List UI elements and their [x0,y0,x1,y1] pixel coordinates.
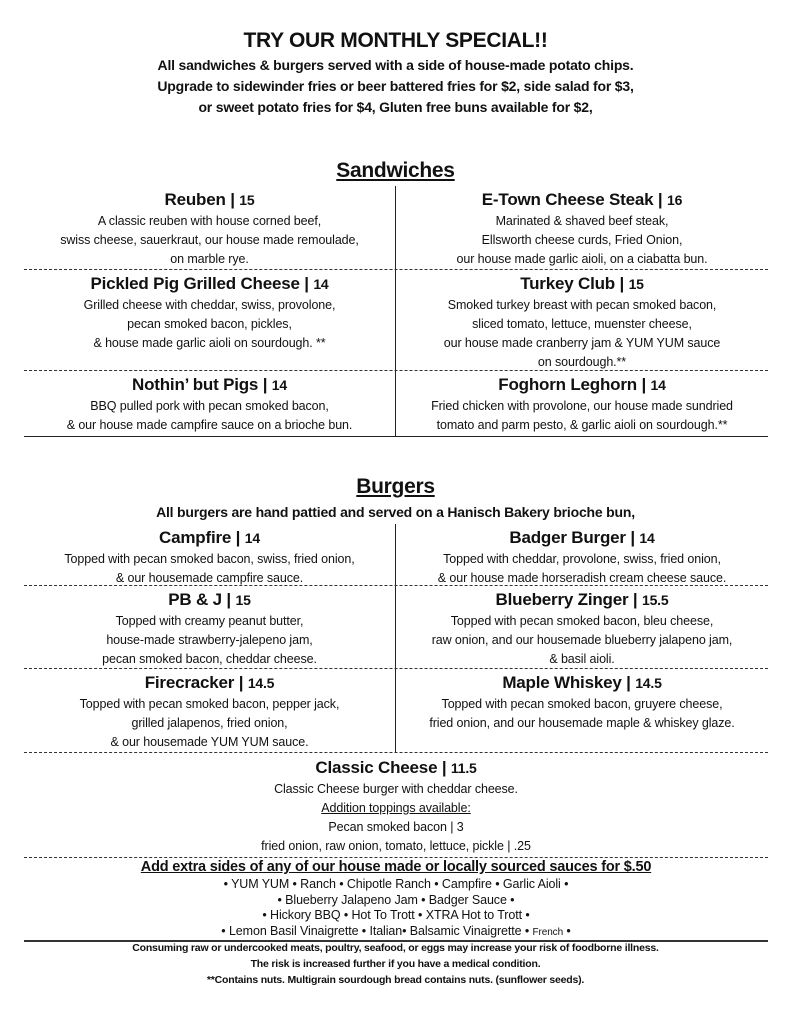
menu-item-blueberry-zinger [396,586,768,668]
item-desc: Topped with cheddar, provolone, swiss, fried onion, [443,552,721,566]
sauces-title: Add extra sides of any of our house made or locally sourced sauces for $.50 [140,859,652,875]
item-name: Turkey Club | [520,274,629,293]
menu-item-reuben [24,186,396,269]
sauces-section [24,858,768,942]
sauce-line: • Blueberry Jalapeno Jam • Badger Sauce • [277,892,515,907]
item-name: Pickled Pig Grilled Cheese | [90,274,314,293]
item-price: 11.5 [450,760,477,776]
item-desc: pecan smoked bacon, cheddar cheese. [102,652,317,666]
item-desc: fried onion, and our housemade maple & whiskey glaze. [429,716,735,730]
menu-row [24,524,768,586]
item-desc: on marble rye. [170,252,249,266]
menu-item-firecracker [24,669,396,752]
menu-row [24,371,768,437]
menu-item-badger-burger [396,524,768,585]
menu-item-turkey-club [396,270,768,370]
item-desc: & our housemade campfire sauce. [115,571,304,585]
item-desc: & basil aioli. [549,652,615,666]
sauce-line [24,924,768,941]
sauce-line: • YUM YUM • Ranch • Chipotle Ranch • Campfire • Garlic Aioli • [223,877,569,891]
topping-option: Pecan smoked bacon | 3 [328,820,464,834]
item-price: 16 [667,192,683,208]
disclaimer-line: Consuming raw or undercooked meats, poultry, seafood, or eggs may increase your risk of foodborne illness. [132,942,659,954]
item-desc: swiss cheese, sauerkraut, our house made remoulade, [60,233,359,247]
toppings-label: Addition toppings available: [321,801,471,815]
item-desc: Topped with pecan smoked bacon, swiss, fried onion, [64,552,355,566]
item-price: 15 [235,592,251,608]
monthly-special [0,27,791,118]
item-price: 14 [313,276,329,292]
item-desc: Topped with pecan smoked bacon, pepper jack, [79,697,340,711]
item-name: PB & J | [168,590,236,609]
menu-row [24,669,768,753]
item-desc: on sourdough.** [537,355,627,369]
special-title: TRY OUR MONTHLY SPECIAL!! [243,29,548,52]
item-desc: Marinated & shaved beef steak, [495,214,669,228]
sauce-french: French [532,926,564,938]
item-desc: Smoked turkey breast with pecan smoked bacon, [447,298,717,312]
item-desc: & our house made horseradish cream cheese sauce. [437,571,727,585]
menu-item-foghorn-leghorn [396,371,768,436]
special-line: Upgrade to sidewinder fries or beer battered fries for $2, side salad for $3, [157,78,634,94]
item-desc: Fried chicken with provolone, our house made sundried [431,399,733,413]
disclaimer [0,940,791,988]
item-name: Reuben | [164,190,240,209]
item-price: 14 [271,377,287,393]
sandwiches-grid [24,186,768,437]
special-line: All sandwiches & burgers served with a side of house-made potato chips. [157,57,634,73]
item-desc: Topped with pecan smoked bacon, bleu cheese, [450,614,714,628]
menu-row [24,270,768,371]
item-name: Classic Cheese | [315,758,451,777]
item-price: 15.5 [641,592,669,608]
item-price: 14.5 [635,675,662,691]
sauce-line: • Hickory BBQ • Hot To Trott • XTRA Hot to Trott • [262,908,530,922]
item-desc: & our housemade YUM YUM sauce. [110,735,309,749]
sauce-line-main: • Lemon Basil Vinaigrette • Italian• Balsamic Vinaigrette • [221,923,533,938]
item-desc: raw onion, and our housemade blueberry jalapeno jam, [431,633,733,647]
item-desc: grilled jalapenos, fried onion, [131,716,288,730]
item-name: Foghorn Leghorn | [498,375,651,394]
item-desc: house-made strawberry-jalepeno jam, [106,633,313,647]
item-price: 14 [650,377,666,393]
item-name: Campfire | [159,528,245,547]
item-name: Blueberry Zinger | [495,590,642,609]
item-price: 14 [244,530,260,546]
disclaimer-line: The risk is increased further if you have a medical condition. [250,958,541,970]
item-desc: Ellsworth cheese curds, Fried Onion, [481,233,683,247]
menu-item-campfire [24,524,396,585]
item-desc: our house made garlic aioli, on a ciabatta bun. [456,252,708,266]
burgers-subheading: All burgers are hand pattied and served on a Hanisch Bakery brioche bun, [156,504,635,520]
item-desc: Topped with pecan smoked bacon, gruyere cheese, [441,697,723,711]
menu-item-maple-whiskey [396,669,768,752]
item-price: 15 [628,276,644,292]
menu-item-etown-cheese-steak [396,186,768,269]
disclaimer-line: **Contains nuts. Multigrain sourdough bread contains nuts. (sunflower seeds). [206,974,585,986]
item-desc: our house made cranberry jam & YUM YUM sauce [443,336,721,350]
item-price: 14.5 [247,675,275,691]
item-price: 14 [639,530,655,546]
item-desc: BBQ pulled pork with pecan smoked bacon, [90,399,329,413]
item-name: Badger Burger | [509,528,640,547]
item-desc: pecan smoked bacon, pickles, [127,317,292,331]
topping-option: fried onion, raw onion, tomato, lettuce, pickle | .25 [261,839,531,853]
item-desc: & house made garlic aioli on sourdough. ** [93,336,326,350]
item-desc: A classic reuben with house corned beef, [97,214,322,228]
item-name: Firecracker | [144,673,248,692]
item-desc: Topped with creamy peanut butter, [115,614,304,628]
item-desc: Grilled cheese with cheddar, swiss, provolone, [83,298,336,312]
burgers-grid [24,524,768,753]
item-desc: Classic Cheese burger with cheddar cheese. [274,782,518,796]
menu-item-pickled-pig [24,270,396,370]
burgers-heading: Burgers [356,475,435,498]
menu-item-classic-cheese [24,756,768,858]
item-name: Maple Whiskey | [502,673,636,692]
item-desc: & our house made campfire sauce on a brioche bun. [66,418,353,432]
item-name: Nothin’ but Pigs | [132,375,272,394]
item-desc: sliced tomato, lettuce, muenster cheese, [472,317,692,331]
menu-item-nothin-but-pigs [24,371,396,436]
item-desc: tomato and parm pesto, & garlic aioli on sourdough.** [436,418,728,432]
menu-item-pb-and-j [24,586,396,668]
item-name: E-Town Cheese Steak | [481,190,668,209]
special-line: or sweet potato fries for $4, Gluten free buns available for $2, [198,99,593,115]
sauce-line-end: • [563,923,571,938]
menu-row [24,186,768,270]
menu-row [24,586,768,669]
item-price: 15 [239,192,255,208]
sandwiches-heading: Sandwiches [336,159,455,182]
